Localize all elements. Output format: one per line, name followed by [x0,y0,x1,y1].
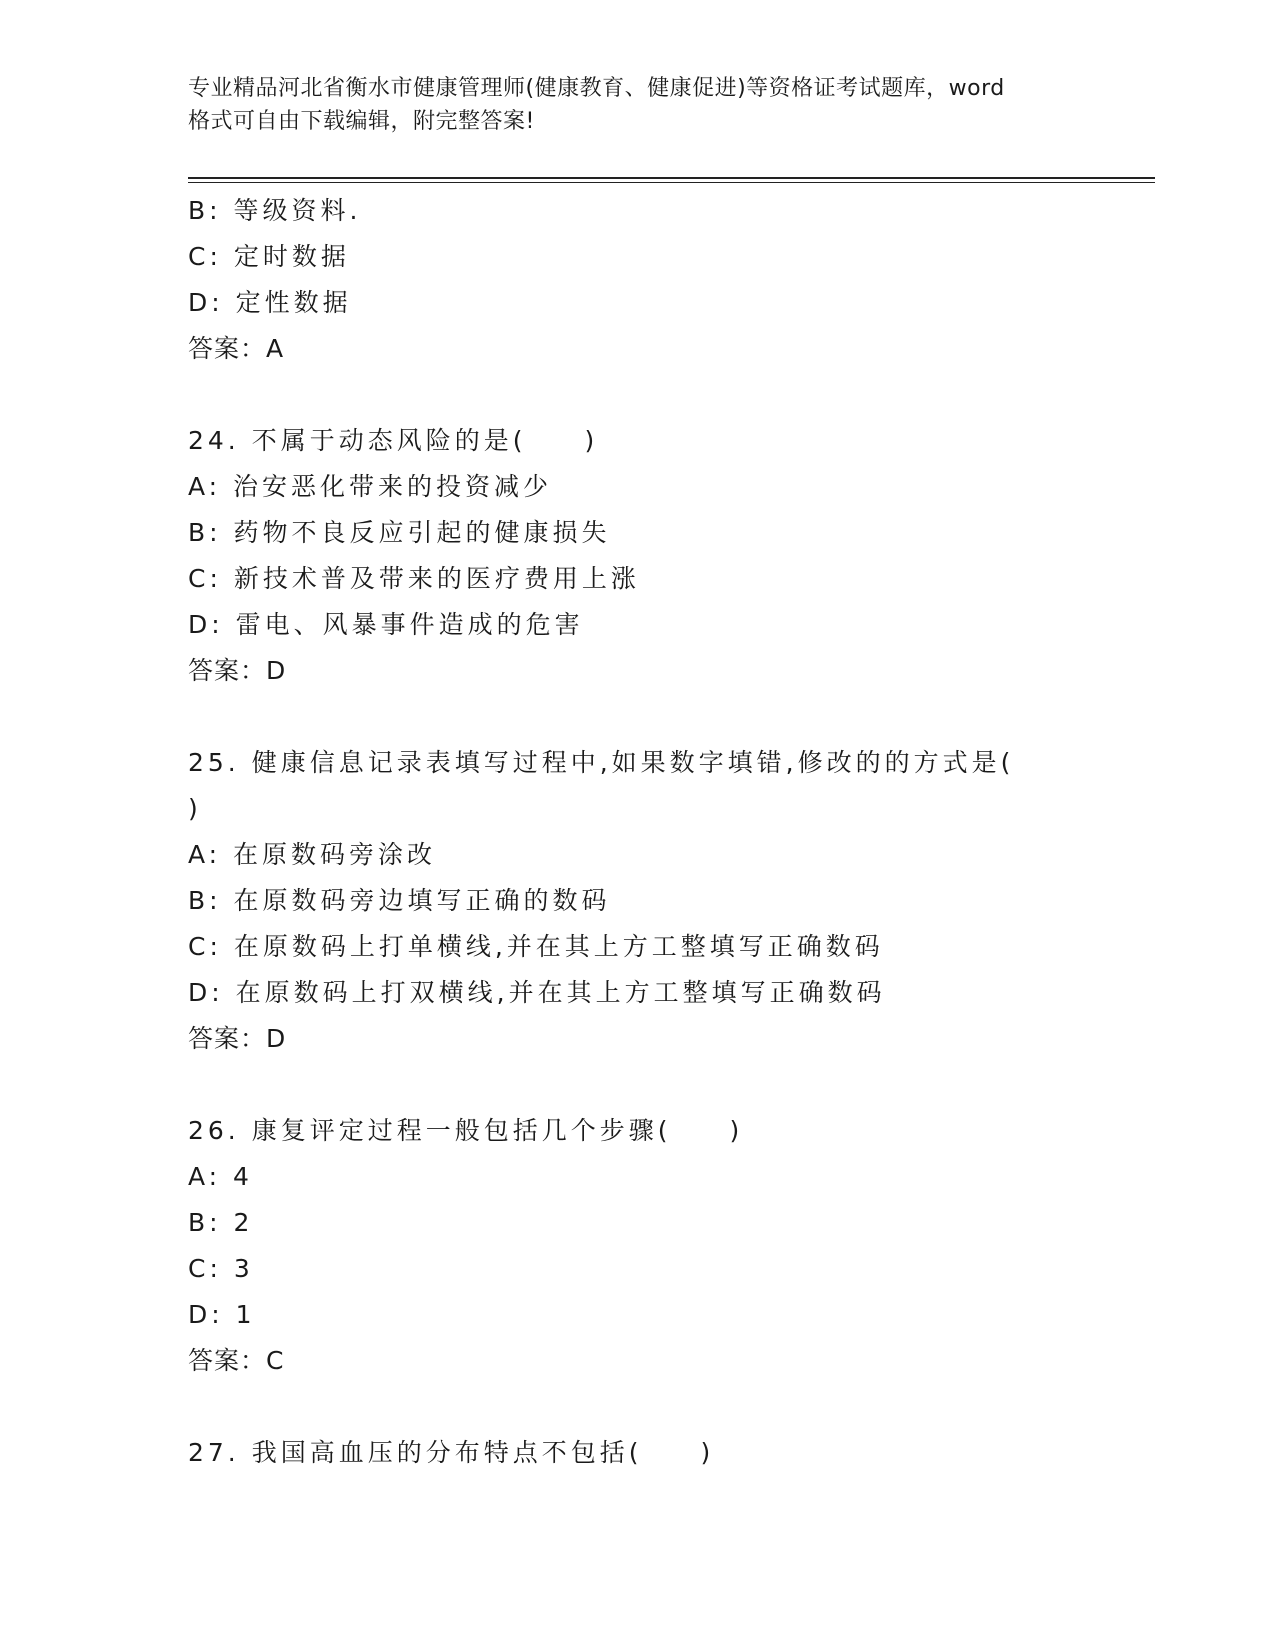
option-d: D: 在原数码上打双横线,并在其上方工整填写正确数码 [188,978,886,1007]
answer: 答案：D [188,1024,287,1053]
answer: 答案：D [188,656,287,685]
question-text: 25. 健康信息记录表填写过程中,如果数字填错,修改的的方式是( [188,748,1015,777]
option-a: A: 4 [188,1162,253,1191]
question-text-continued: ) [188,794,202,823]
question-text: 26. 康复评定过程一般包括几个步骤( ) [188,1116,744,1145]
document-header [188,72,1108,138]
option-c: C: 3 [188,1254,254,1283]
answer: 答案：C [188,1346,285,1375]
option-b: B: 在原数码旁边填写正确的数码 [188,886,611,915]
header-rule-thick [188,177,1155,179]
spacer [188,1384,1148,1430]
header-line-1: 专业精品河北省衡水市健康管理师(健康教育、健康促进)等资格证考试题库，word [188,76,1005,101]
document-body [188,188,1148,1476]
spacer [188,1062,1148,1108]
header-rule-thin [188,182,1155,183]
spacer [188,372,1148,418]
option-c: C: 新技术普及带来的医疗费用上涨 [188,564,640,593]
question-27 [188,1430,1148,1476]
question-23-tail [188,188,1148,372]
question-25 [188,740,1148,1062]
option-b: B: 2 [188,1208,254,1237]
option-d: D: 定性数据 [188,288,352,317]
option-d: D: 1 [188,1300,256,1329]
option-c: C: 在原数码上打单横线,并在其上方工整填写正确数码 [188,932,884,961]
question-24 [188,418,1148,694]
question-text: 27. 我国高血压的分布特点不包括( ) [188,1438,715,1467]
option-a: A: 治安恶化带来的投资减少 [188,472,553,501]
spacer [188,694,1148,740]
question-text: 24. 不属于动态风险的是( ) [188,426,599,455]
option-b: B: 药物不良反应引起的健康损失 [188,518,611,547]
header-line-2: 格式可自由下载编辑，附完整答案! [188,109,535,134]
answer: 答案：A [188,334,285,363]
option-d: D: 雷电、风暴事件造成的危害 [188,610,584,639]
question-26 [188,1108,1148,1384]
option-a: A: 在原数码旁涂改 [188,840,437,869]
option-b: B: 等级资料. [188,196,362,225]
option-c: C: 定时数据 [188,242,350,271]
